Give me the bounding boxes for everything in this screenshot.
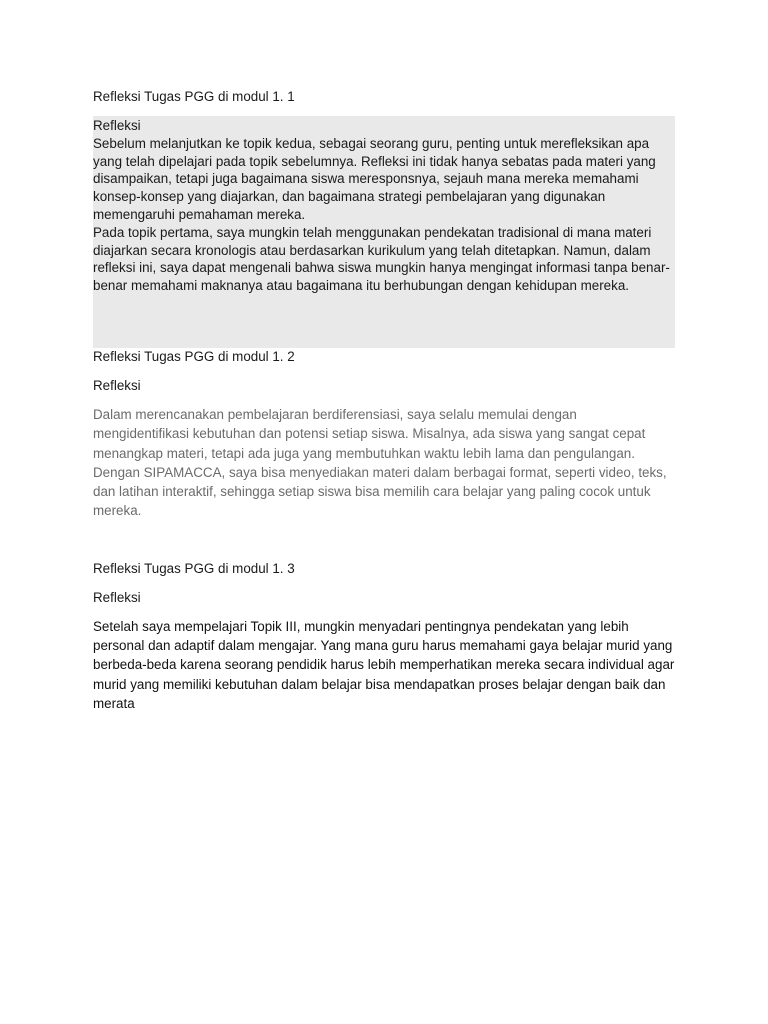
section-1-label: Refleksi (93, 118, 141, 133)
section-1-body (93, 117, 675, 295)
section-3-heading: Refleksi Tugas PGG di modul 1. 3 (93, 561, 295, 576)
section-3-label: Refleksi (93, 590, 141, 605)
section-1-paragraph-2: Pada topik pertama, saya mungkin telah menggunakan pendekatan tradisional di mana materi diajarkan secara kronologis atau berdasarkan kurikulum yang telah ditetapkan. Namun, dalam refleksi ini, saya dapat mengenali bahwa siswa mungkin hanya mengingat informasi tanpa benar-benar memahami maknanya atau bagaimana itu berhubungan dengan kehidupan mereka. (93, 224, 670, 294)
section-3-paragraph: Setelah saya mempelajari Topik III, mungkin menyadari pentingnya pendekatan yang lebih personal dan adaptif dalam mengajar. Yang mana guru harus memahami gaya belajar murid yang berbeda-beda karena seorang pendidik harus lebih memperhatikan mereka secara individual agar murid yang memiliki kebutuhan dalam belajar bisa mendapatkan proses belajar dengan baik dan merata (93, 619, 675, 711)
section-2-paragraph: Dalam merencanakan pembelajaran berdiferensiasi, saya selalu memulai dengan mengidentifikasi kebutuhan dan potensi setiap siswa. Misalnya, ada siswa yang sangat cepat menangkap materi, tetapi ada juga yang membutuhkan waktu lebih lama dan pengulangan. Dengan SIPAMACCA, saya bisa menyediakan materi dalam berbagai format, seperti video, teks, dan latihan interaktif, sehingga setiap siswa bisa memilih cara belajar yang paling cocok untuk mereka. (93, 407, 667, 519)
section-2-heading: Refleksi Tugas PGG di modul 1. 2 (93, 349, 295, 364)
section-1-heading: Refleksi Tugas PGG di modul 1. 1 (93, 89, 295, 104)
section-2-label: Refleksi (93, 378, 141, 393)
section-1-paragraph-1: Sebelum melanjutkan ke topik kedua, sebagai seorang guru, penting untuk merefleksikan apa yang telah dipelajari pada topik sebelumnya. Refleksi ini tidak hanya sebatas pada materi yang disampaikan, tetapi juga bagaimana siswa meresponsnya, sejauh mana mereka memahami konsep-konsep yang diajarkan, dan bagaimana strategi pembelajaran yang digunakan memengaruhi pemahaman mereka. (93, 135, 656, 222)
